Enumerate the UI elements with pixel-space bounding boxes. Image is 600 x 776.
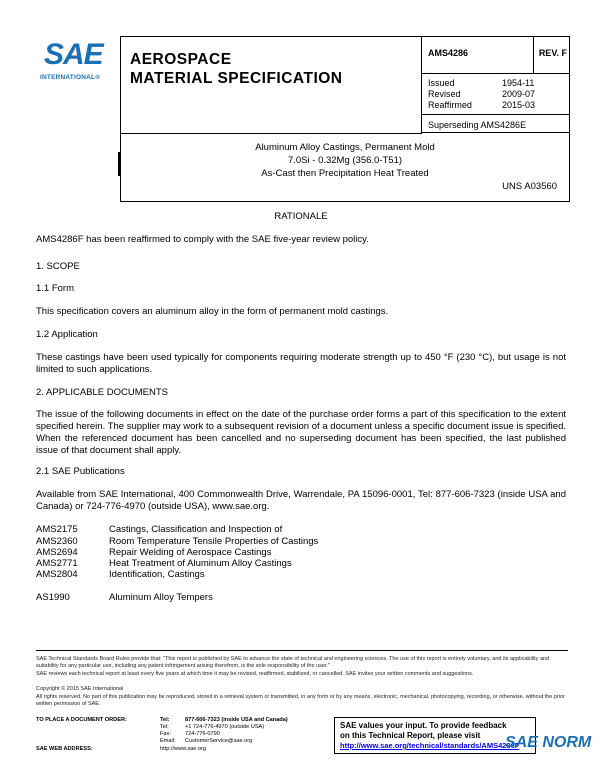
watermark-text: SAE NORM <box>505 734 592 751</box>
reaffirmed-label: Reaffirmed <box>428 100 472 110</box>
superseding-text: Superseding AMS4286E <box>428 120 527 130</box>
feedback-link[interactable]: http://www.sae.org/technical/standards/AMS4286F <box>340 741 520 750</box>
tel2-label: Tel: <box>160 724 169 730</box>
material-title-line2: 7.0Si - 0.32Mg (356.0-T51) <box>287 155 403 166</box>
logo-subtitle: INTERNATIONAL® <box>40 74 101 81</box>
footer-rights: All rights reserved. No part of this publication may be reproduced, stored in a retrieval system or transmitted, in any form or by any means, electronic, mechanical, photocopying, recording, or otherwise, without the prior written permission of SAE. <box>36 694 565 707</box>
doc-number: AMS4286 <box>428 48 469 58</box>
ref-code: AMS2771 <box>36 558 78 569</box>
section-2-1-text: Available from SAE International, 400 Commonwealth Drive, Warrendale, PA 15096-0001, Tel: 877-606-7323 (inside USA and Canada) or 724-776-4970 (outside USA), www.sae.org. <box>36 489 566 512</box>
revised-label: Revised <box>428 89 461 99</box>
ref-title: Room Temperature Tensile Properties of Castings <box>109 536 319 547</box>
spec-type-line2: MATERIAL SPECIFICATION <box>130 70 343 87</box>
tel-value: 877-606-7323 (inside USA and Canada) <box>185 717 288 723</box>
issued-label: Issued <box>428 78 455 88</box>
section-1-1-text: This specification covers an aluminum alloy in the form of permanent mold castings. <box>36 306 389 317</box>
email-label: Email: <box>160 738 176 744</box>
ref-code: AMS2360 <box>36 536 78 547</box>
fax-value: 724-776-0790 <box>185 731 220 737</box>
footer-policy: SAE Technical Standards Board Rules provide that: "This report is published by SAE to advance the state of technical and engineering sciences. The use of this report is entirely voluntary, and its applicability and suitability for any particular use, including any patent infringement arising therefrom, is the sole responsibility of the user." <box>36 656 550 669</box>
ref-code: AMS2804 <box>36 569 78 580</box>
sae-logo <box>36 36 120 133</box>
ref-title: Castings, Classification and Inspection of <box>109 524 283 535</box>
rationale-heading: RATIONALE <box>274 211 328 222</box>
section-1-1-heading: 1.1 Form <box>36 283 75 294</box>
revision-cell <box>533 36 570 74</box>
revision: REV. F <box>538 48 567 58</box>
footer-rule <box>36 650 568 651</box>
watermark-logo <box>505 734 600 762</box>
reaffirmed-value: 2015-03 <box>502 100 536 110</box>
section-2-text: The issue of the following documents in effect on the date of the purchase order forms a part of this specification to the extent specified herein. The supplier may work to a subsequent revision of a document unless a specific document issue is specified. When the referenced document has been cancelled and no superseding document has been specified, the last published issue of that document shall apply. <box>36 409 566 456</box>
spec-type-cell <box>120 36 422 134</box>
section-1-2-heading: 1.2 Application <box>36 329 98 340</box>
web-label: SAE WEB ADDRESS: <box>36 746 93 752</box>
ref-title: Identification, Castings <box>109 569 205 580</box>
section-2-heading: 2. APPLICABLE DOCUMENTS <box>36 387 168 398</box>
order-label: TO PLACE A DOCUMENT ORDER: <box>36 717 127 723</box>
ref-code: AMS2175 <box>36 524 78 535</box>
uns-number: UNS A03560 <box>502 181 557 192</box>
section-2-1-heading: 2.1 SAE Publications <box>36 466 125 477</box>
ref-title: Repair Welding of Aerospace Castings <box>109 547 272 558</box>
tel-label: Tel: <box>160 717 170 723</box>
web-value[interactable]: http://www.sae.org <box>160 746 207 752</box>
divider <box>422 114 569 115</box>
footer-review: SAE reviews each technical report at least every five years at which time it may be revised, reaffirmed, stabilized, or cancelled. SAE invites your written comments and suggestions. <box>36 671 474 677</box>
material-title-box <box>120 133 570 202</box>
revised-value: 2009-07 <box>502 89 536 99</box>
material-title-line1: Aluminum Alloy Castings, Permanent Mold <box>255 142 435 153</box>
footer-copyright: Copyright © 2015 SAE International <box>36 686 124 692</box>
fax-label: Fax: <box>160 731 171 737</box>
tel2-value: +1 724-776-4970 (outside USA) <box>185 724 265 730</box>
issued-value: 1954-11 <box>502 78 535 88</box>
ref-code: AS1990 <box>36 592 70 603</box>
ref-code: AMS2694 <box>36 547 78 558</box>
change-bar <box>118 152 120 176</box>
ref-title: Heat Treatment of Aluminum Alloy Castings <box>109 558 292 569</box>
rationale-text: AMS4286F has been reaffirmed to comply with the SAE five-year review policy. <box>36 234 369 245</box>
doc-number-cell <box>421 36 534 74</box>
dates-cell <box>421 73 570 133</box>
material-title-line3: As-Cast then Precipitation Heat Treated <box>261 168 429 179</box>
spec-type-line1: AEROSPACE <box>130 51 232 68</box>
feedback-line1: SAE values your input. To provide feedback <box>340 721 507 730</box>
section-1-heading: 1. SCOPE <box>36 261 80 272</box>
document-header <box>36 36 568 133</box>
logo-main: SAE <box>44 38 103 71</box>
section-1-2-text: These castings have been used typically for components requiring moderate strength up to 450 °F (230 °C), but usage is not limited to such applications. <box>36 352 566 375</box>
email-value[interactable]: CustomerService@sae.org <box>185 738 253 744</box>
feedback-line2: on this Technical Report, please visit <box>340 731 481 740</box>
ref-title: Aluminum Alloy Tempers <box>109 592 213 603</box>
